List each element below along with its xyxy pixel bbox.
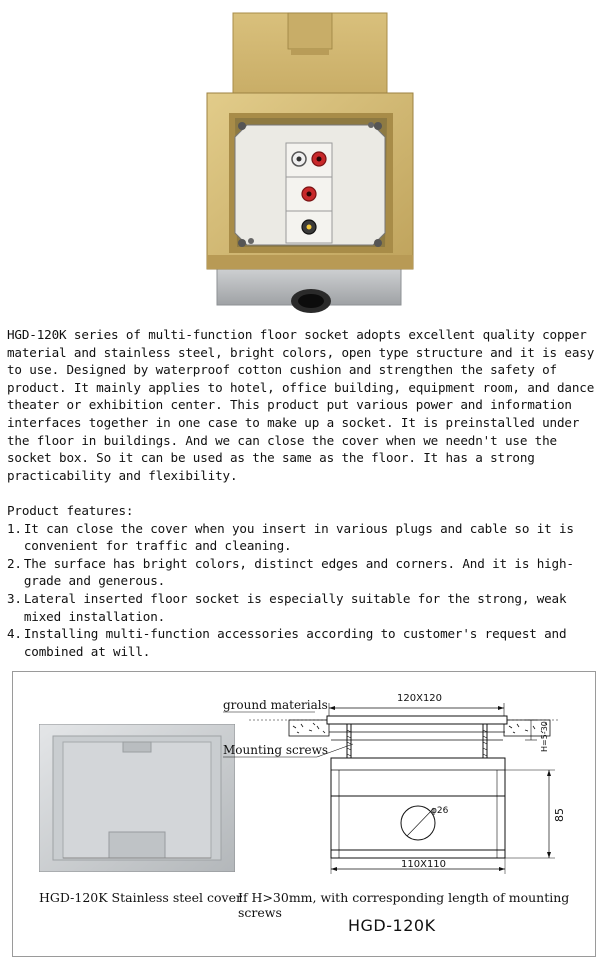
feature-number: 1. [7,520,22,536]
stainless-steel-cover-image [39,724,235,872]
floor-socket-photo [195,5,425,315]
dim-bottom-label: 110X110 [401,859,447,870]
mounting-screws-label: Mounting screws [223,743,328,757]
feature-text: Installing multi-function accessories according to customer's request and combined at will. [23,626,567,659]
dim-height-label: 85 [553,808,566,822]
features-title: Product features: [7,502,134,518]
dim-hole-label: φ26 [431,806,449,816]
intro-paragraph: HGD-120K series of multi-function floor socket adopts excellent quality copper material and stainless steel, bright colors, open type structure and it is easy to use. Designed by waterproof cotton cushion and strengthen the safety of product. It mainly applies to hotel, office building, equipment room, and dance theater or exhibition center. This product put various power and information interfaces together in one case to make up a socket. It is preinstalled under the floor in buildings. And we can close the cover when we needn't use the socket box. So it can be used as the same as the floor. It has a strong practicability and flexibility. [7,327,595,483]
feature-item [7,590,601,625]
technical-drawing-panel [12,671,596,957]
cross-section-drawing [219,686,591,896]
feature-item [7,555,601,590]
feature-text: The surface has bright colors, distinct edges and corners. And it is high-grade and generous. [23,555,574,589]
stainless-steel-caption: HGD-120K Stainless steel cover [39,890,242,905]
feature-item [7,625,601,660]
dim-top-label: 120X120 [397,693,443,704]
feature-number: 2. [7,555,22,571]
feature-text: It can close the cover when you insert in various plugs and cable so it is convenient for traffic and cleaning. [23,520,574,554]
feature-text: Lateral inserted floor socket is especially suitable for the strong, weak mixed installation. [23,590,567,624]
ground-materials-label: ground materials [223,698,328,712]
lid-notch [288,13,332,49]
dim-depth-label: H=5-30 [540,721,549,752]
product-description [7,326,601,660]
feature-number: 3. [7,590,22,606]
feature-item [7,520,601,555]
mounting-height-note: If H>30mm, with corresponding length of mounting screws [238,890,570,920]
feature-number: 4. [7,626,22,642]
model-label: HGD-120K [348,916,436,935]
